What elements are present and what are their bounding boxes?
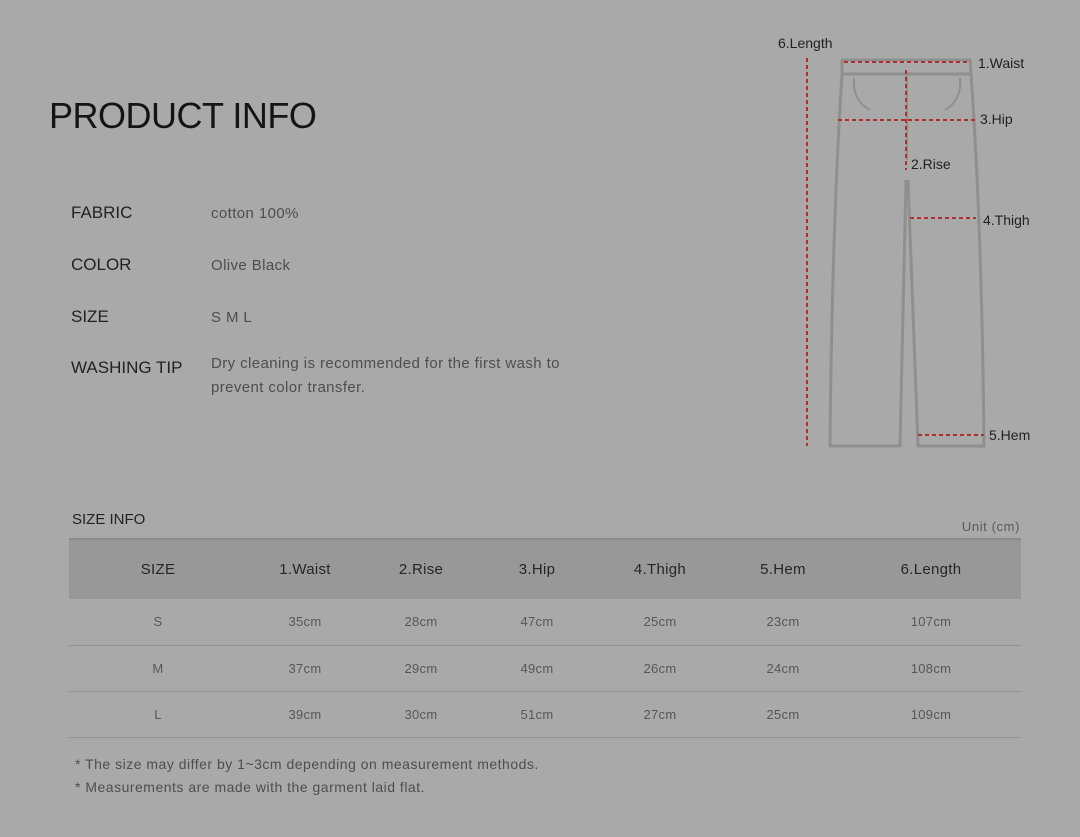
- table-cell: 47cm: [520, 614, 554, 630]
- table-cell: S: [153, 614, 163, 630]
- table-cell: 37cm: [288, 660, 322, 676]
- table-cell: L: [154, 706, 162, 722]
- col-header-rise: 2.Rise: [398, 561, 444, 578]
- left-pocket: [854, 78, 870, 110]
- size-table-header: [69, 539, 1021, 599]
- left-leg: [830, 74, 906, 446]
- table-cell: 23cm: [766, 614, 800, 630]
- table-cell: 109cm: [910, 706, 952, 722]
- table-cell: 51cm: [520, 706, 554, 722]
- hem-label: 5.Hem: [989, 427, 1031, 443]
- size-label: SIZE: [71, 307, 109, 326]
- table-cell: 30cm: [404, 706, 438, 722]
- table-cell: 26cm: [643, 660, 677, 676]
- table-cell: 29cm: [404, 660, 438, 676]
- table-cell: 25cm: [766, 706, 800, 722]
- pants-outline: [830, 60, 984, 446]
- col-header-waist: 1.Waist: [279, 561, 331, 578]
- col-header-hip: 3.Hip: [518, 561, 556, 578]
- table-cell: 49cm: [520, 660, 554, 676]
- size-info-heading: SIZE INFO: [72, 511, 146, 528]
- fabric-label: FABRIC: [71, 203, 133, 222]
- table-cell: M: [152, 660, 164, 676]
- col-header-thigh: 4.Thigh: [633, 561, 687, 578]
- hip-label: 3.Hip: [980, 111, 1013, 127]
- color-value: Olive Black: [211, 257, 291, 274]
- col-header-hem: 5.Hem: [760, 561, 806, 578]
- table-cell: 39cm: [288, 706, 322, 722]
- size-value: S M L: [211, 309, 253, 326]
- right-pocket: [945, 78, 960, 110]
- table-cell: 107cm: [910, 614, 952, 630]
- table-cell: 108cm: [910, 660, 952, 676]
- size-notes: [75, 753, 539, 799]
- table-cell: 24cm: [766, 660, 800, 676]
- length-label: 6.Length: [778, 35, 833, 51]
- table-cell: 35cm: [288, 614, 322, 630]
- table-row: [69, 691, 1021, 737]
- rise-label: 2.Rise: [911, 156, 951, 172]
- washing-tip-label: WASHING TIP: [71, 358, 183, 377]
- thigh-label: 4.Thigh: [983, 212, 1030, 228]
- note-line: * The size may differ by 1~3cm depending on measurement methods.: [75, 756, 539, 772]
- fabric-value: cotton 100%: [211, 205, 299, 222]
- col-header-length: 6.Length: [900, 561, 962, 578]
- table-row: [69, 599, 1021, 645]
- table-cell: 28cm: [404, 614, 438, 630]
- washing-tip-line-2: prevent color transfer.: [211, 379, 366, 396]
- page-title: PRODUCT INFO: [49, 95, 317, 136]
- col-header-size: SIZE: [140, 561, 176, 578]
- washing-tip-line-1: Dry cleaning is recommended for the first wash to: [211, 355, 560, 372]
- table-cell: 25cm: [643, 614, 677, 630]
- color-label: COLOR: [71, 255, 132, 274]
- pants-measurement-diagram: [770, 30, 1070, 460]
- note-line: * Measurements are made with the garment laid flat.: [75, 779, 425, 795]
- unit-label: Unit (cm): [961, 519, 1020, 534]
- right-leg: [908, 74, 984, 446]
- table-cell: 27cm: [643, 706, 677, 722]
- waist-label: 1.Waist: [978, 55, 1025, 71]
- table-row: [69, 645, 1021, 691]
- size-table: [69, 538, 1021, 738]
